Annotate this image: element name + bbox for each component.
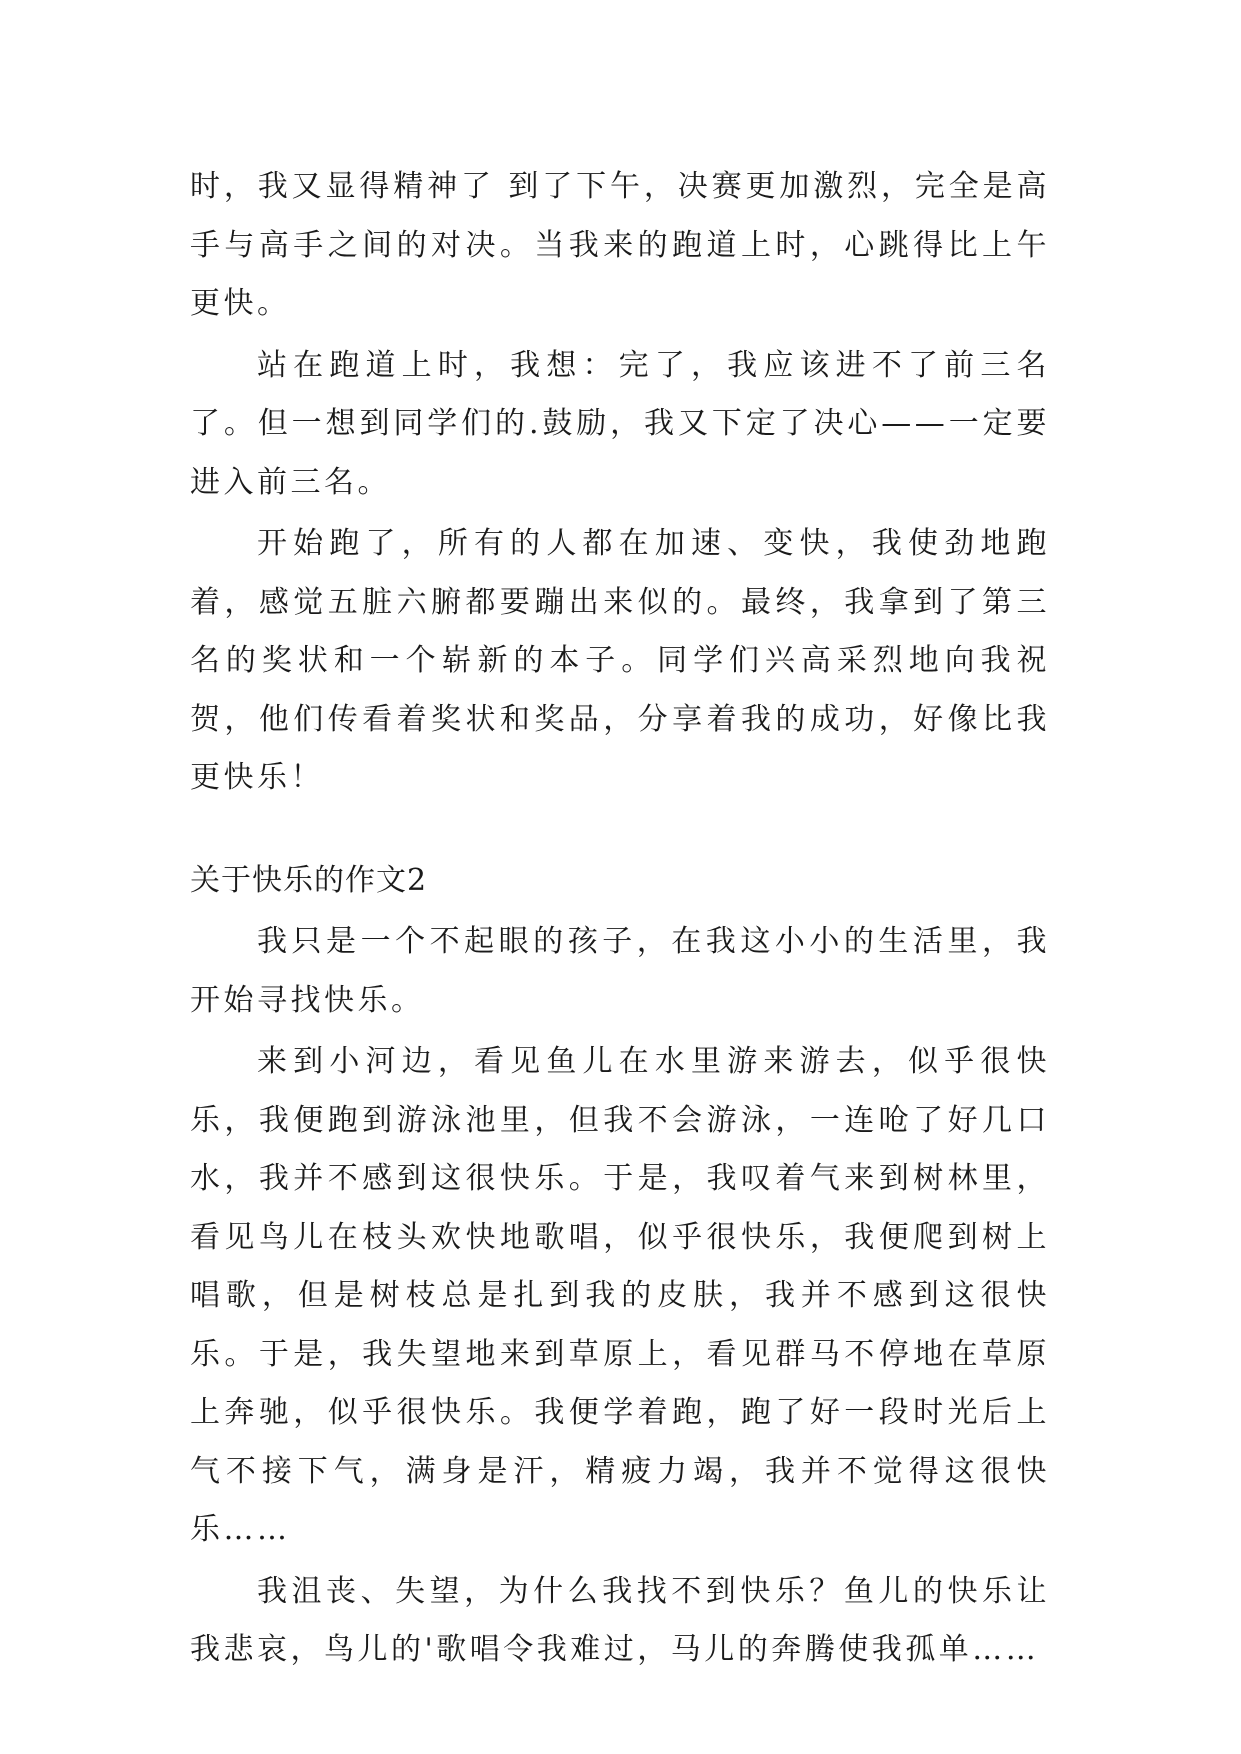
- paragraph-continued: 时，我又显得精神了 到了下午，决赛更加激烈，完全是高手与高手之间的对决。当我来的跑道上时，心跳得比上午更快。: [190, 169, 1050, 321]
- document-body: [190, 158, 1050, 1680]
- essay-heading: 关于快乐的作文2: [190, 862, 428, 898]
- paragraph: 开始跑了，所有的人都在加速、变快，我使劲地跑着，感觉五脏六腑都要蹦出来似的。最终，我拿到了第三名的奖状和一个崭新的本子。同学们兴高采烈地向我祝贺，他们传看着奖状和奖品，分享着我的成功，好像比我更快乐！: [190, 526, 1050, 795]
- paragraph: 我只是一个不起眼的孩子，在我这小小的生活里，我开始寻找快乐。: [190, 924, 1050, 1018]
- paragraph: 我沮丧、失望，为什么我找不到快乐？鱼儿的快乐让我悲哀，鸟儿的'歌唱令我难过，马儿的奔腾使我孤单……: [190, 1573, 1050, 1667]
- paragraph: 站在跑道上时，我想：完了，我应该进不了前三名了。但一想到同学们的.鼓励，我又下定了决心——一定要进入前三名。: [190, 347, 1050, 500]
- paragraph: 来到小河边，看见鱼儿在水里游来游去，似乎很快乐，我便跑到游泳池里，但我不会游泳，一连呛了好几口水，我并不感到这很快乐。于是，我叹着气来到树林里，看见鸟儿在枝头欢快地歌唱，似乎很快乐，我便爬到树上唱歌，但是树枝总是扎到我的皮肤，我并不感到这很快乐。于是，我失望地来到草原上，看见群马不停地在草原上奔驰，似乎很快乐。我便学着跑，跑了好一段时光后上气不接下气，满身是汗，精疲力竭，我并不觉得这很快乐……: [190, 1044, 1050, 1547]
